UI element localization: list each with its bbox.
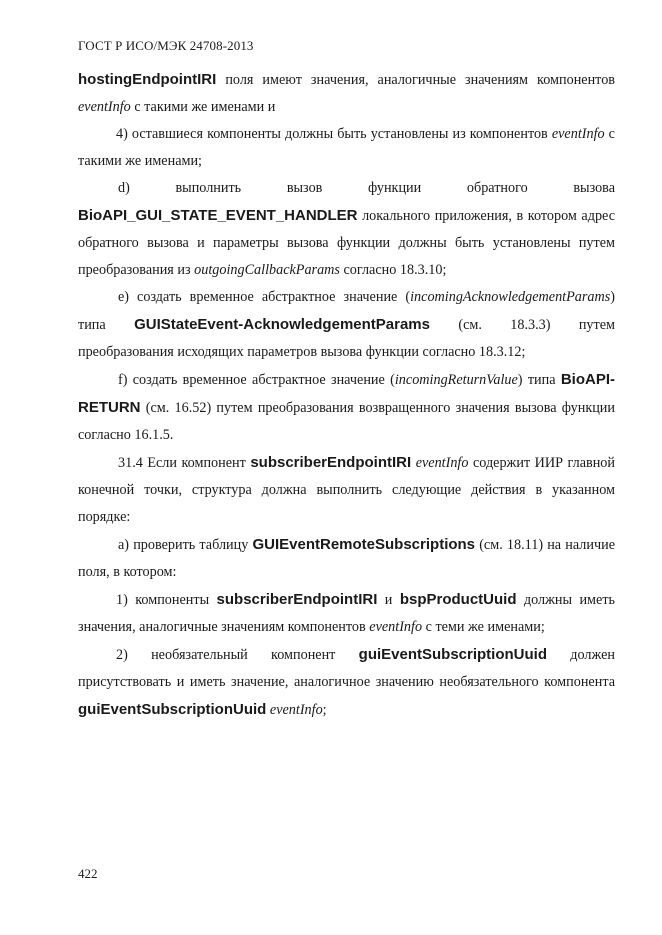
text: f) создать временное абстрактное значение ( — [118, 372, 395, 388]
text: (см. 16.52) путем преобразования возвращенного значения вызова функции согласно 16.1.5. — [78, 400, 615, 443]
text: с такими же именами; — [78, 126, 615, 169]
text: согласно 18.3.10; — [339, 262, 447, 278]
italic-term: outgoingCallbackParams — [194, 262, 340, 278]
italic-term: incomingAcknowledgementParams — [410, 289, 611, 305]
paragraph-2 — [78, 121, 615, 175]
code-term: BioAPI_GUI_STATE_EVENT_HANDLER — [78, 207, 358, 224]
text: содержит ИИР главной конечной точки, структура должна выполнить следующие действия в указанном порядке: — [78, 455, 615, 525]
text: ; — [322, 702, 327, 718]
italic-term: eventInfo — [78, 99, 131, 115]
text: 2) необязательный компонент — [116, 647, 359, 663]
text: (см. 18.3.3) путем преобразования исходящих параметров вызова функции согласно 18.3.12; — [78, 317, 615, 360]
text: а) проверить таблицу — [118, 537, 253, 553]
page-number: 422 — [78, 866, 98, 881]
text: d) выполнить вызов функции обратного вызова — [118, 180, 615, 196]
code-term: BioAPI-RETURN — [78, 371, 615, 416]
text: должны иметь значения, аналогичные значениям компонентов — [78, 592, 616, 635]
paragraph-8 — [78, 586, 615, 641]
paragraph-3 — [78, 175, 615, 284]
text: поля имеют значения, аналогичные значениям компонентов — [216, 72, 615, 88]
text: ) типа — [517, 372, 561, 388]
text: локального приложения, в котором адрес обратного вызова и параметры вызова функции должны быть установлены путем преобразования из — [78, 208, 615, 278]
code-term: hostingEndpointIRI — [78, 71, 217, 88]
paragraph-5 — [78, 366, 615, 449]
code-term: subscriberEndpointIRI — [216, 591, 378, 608]
text: (см. 18.11) на наличие поля, в котором: — [78, 537, 615, 580]
paragraph-4 — [78, 284, 615, 366]
text: ) типа — [78, 289, 615, 333]
text: 4) оставшиеся компоненты должны быть установлены из компонентов — [116, 126, 552, 142]
text: 31.4 Если компонент — [118, 455, 251, 471]
text: и — [377, 592, 400, 608]
code-term: bspProductUuid — [399, 591, 517, 608]
text: с такими же именами и — [130, 99, 276, 115]
text: 1) компоненты — [116, 592, 217, 608]
paragraph-9 — [78, 641, 615, 724]
code-term: subscriberEndpointIRI — [250, 454, 412, 471]
text: e) создать временное абстрактное значение ( — [118, 289, 411, 305]
italic-term: incomingReturnValue — [394, 372, 518, 388]
paragraph-1 — [78, 66, 615, 121]
code-term: guiEventSubscriptionUuid — [78, 701, 267, 718]
paragraph-7 — [78, 531, 615, 586]
italic-term: eventInfo — [551, 126, 605, 142]
paragraph-6 — [78, 449, 615, 531]
page-header: ГОСТ Р ИСО/МЭК 24708-2013 — [78, 38, 254, 53]
italic-term: eventInfo — [415, 455, 469, 471]
text: должен присутствовать и иметь значение, аналогичное значению необязательного компонента — [78, 647, 615, 690]
text: с теми же именами; — [422, 619, 545, 635]
body-text — [78, 66, 615, 724]
code-term: guiEventSubscriptionUuid — [358, 646, 547, 663]
italic-term: eventInfo — [269, 702, 323, 718]
code-term: GUIEventRemoteSubscriptions — [252, 536, 476, 553]
italic-term: eventInfo — [369, 619, 423, 635]
code-term: GUIStateEvent-AcknowledgementParams — [134, 316, 430, 333]
